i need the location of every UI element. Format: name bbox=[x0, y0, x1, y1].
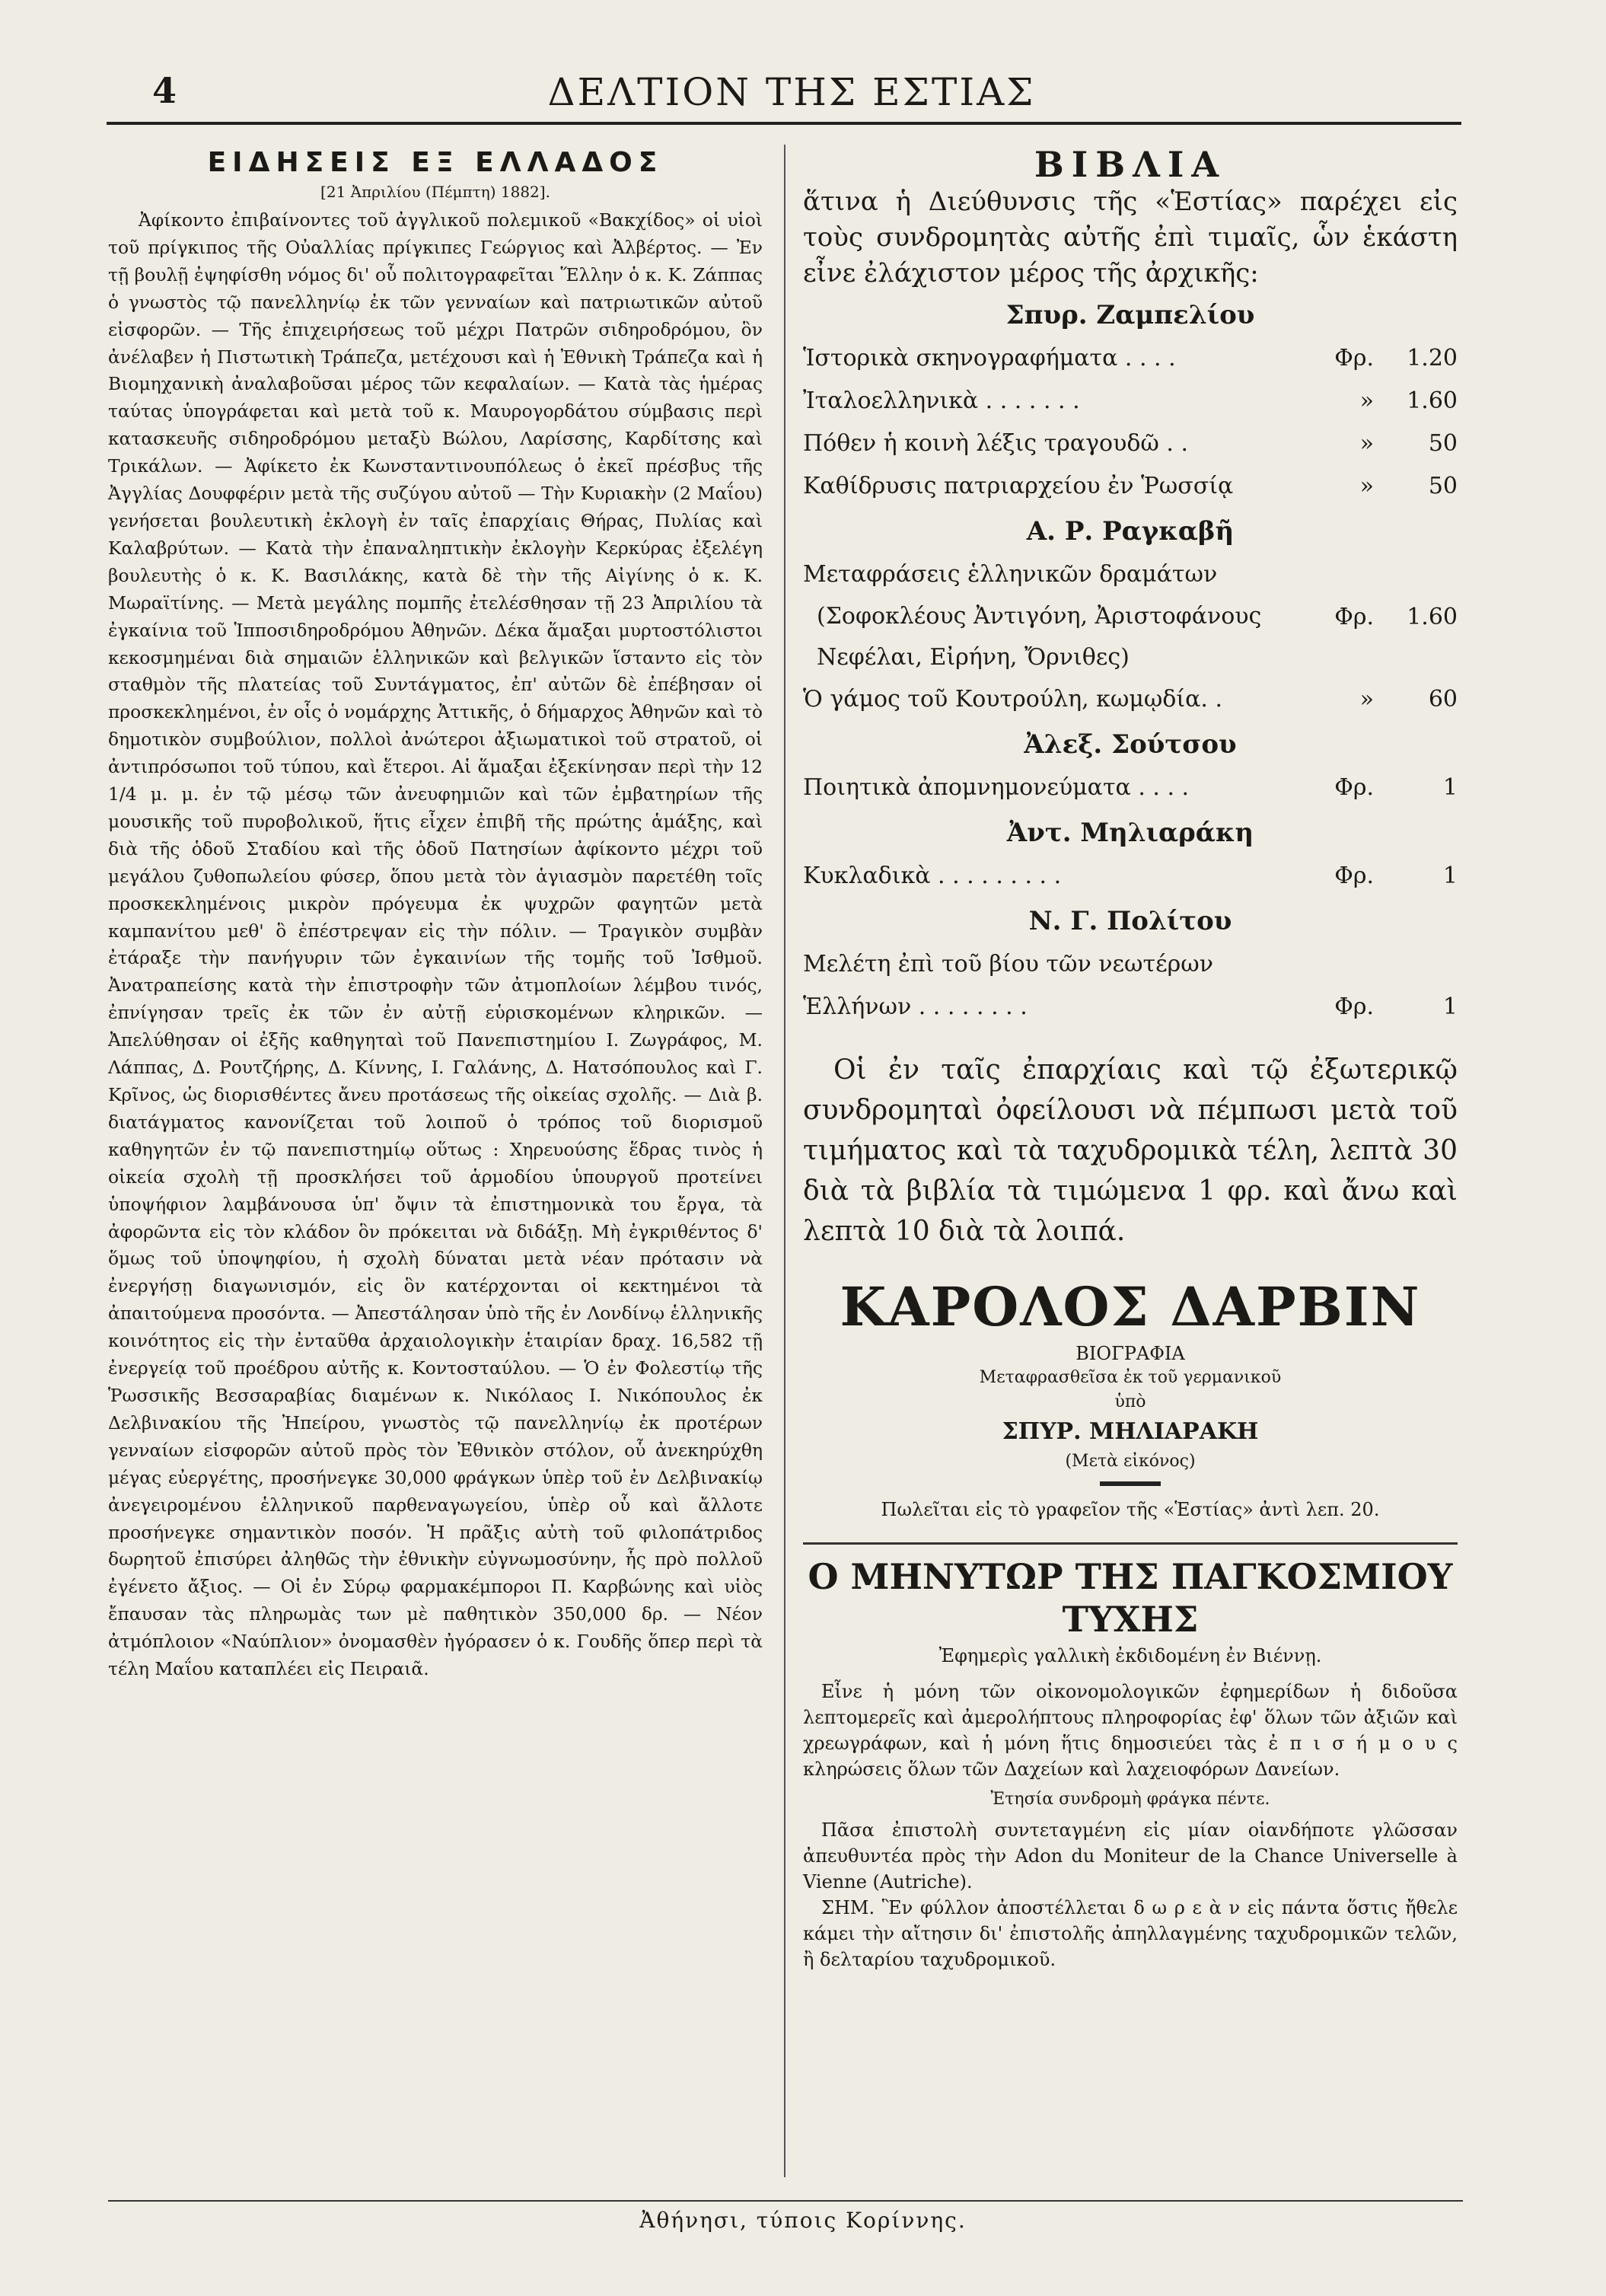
column-divider bbox=[784, 145, 785, 2177]
author-heading: Α. Ρ. Ραγκαβῆ bbox=[1026, 516, 1235, 547]
book-group bbox=[803, 905, 1458, 1028]
book-price bbox=[1374, 553, 1458, 596]
imprint: Ἀθήνησι, τύποις Κορίννης. bbox=[639, 2208, 967, 2233]
masthead: ΔΕΛΤΙΟΝ ΤΗΣ ΕΣΤΙΑΣ bbox=[547, 70, 1036, 114]
book-price: 1 bbox=[1442, 774, 1458, 801]
author-heading: Ν. Γ. Πολίτου bbox=[1028, 906, 1232, 936]
footer-rule bbox=[108, 2200, 1463, 2202]
ads-column bbox=[803, 145, 1458, 1972]
author-heading: Ἀλεξ. Σούτσου bbox=[1024, 729, 1237, 760]
book-currency: Φρ. bbox=[1334, 993, 1374, 1020]
book-title: Ποιητικὰ ἀπομνημονεύματα . . . . bbox=[803, 774, 1190, 801]
book-entry bbox=[803, 986, 1458, 1028]
book-title: Κυκλαδικὰ . . . . . . . . . bbox=[803, 863, 1062, 889]
book-entry bbox=[803, 465, 1458, 508]
book-title: Ἑλλήνων . . . . . . . . bbox=[803, 993, 1028, 1020]
header-rule bbox=[107, 122, 1461, 125]
news-date: [21 Ἀπριλίου (Πέμπτη) 1882]. bbox=[320, 183, 550, 201]
book-entry bbox=[803, 423, 1458, 465]
book-entry bbox=[803, 596, 1458, 678]
book-title: Ἱστορικὰ σκηνογραφήματα . . . . bbox=[803, 345, 1176, 372]
book-price: 50 bbox=[1428, 430, 1458, 457]
darwin-by: ὑπὸ bbox=[1114, 1392, 1146, 1411]
book-currency: » bbox=[1359, 387, 1374, 414]
postage-notice: Οἱ ἐν ταῖς ἐπαρχίαις καὶ τῷ ἐξωτερικῷ συνδρομηταὶ ὀφείλουσι νὰ πέμπωσι μετὰ τοῦ τιμήματος καὶ τὰ ταχυδρομικὰ τέλη, λεπτὰ 30 διὰ τὰ βιβλία τὰ τιμώμενα 1 φρ. καὶ ἄνω καὶ λεπτὰ 10 διὰ τὰ λοιπά. bbox=[803, 1054, 1458, 1247]
book-currency: » bbox=[1359, 686, 1374, 713]
darwin-advert bbox=[803, 1273, 1458, 1523]
book-currency: Φρ. bbox=[1334, 604, 1374, 630]
book-currency: » bbox=[1359, 430, 1374, 457]
book-group bbox=[803, 817, 1458, 898]
book-currency bbox=[1321, 553, 1374, 596]
book-currency: Φρ. bbox=[1334, 774, 1374, 801]
book-title: Ὁ γάμος τοῦ Κουτρούλη, κωμῳδία. . bbox=[803, 686, 1223, 713]
darwin-subtitle: ΒΙΟΓΡΑΦΙΑ bbox=[1075, 1343, 1185, 1364]
book-group bbox=[803, 515, 1458, 721]
page-number: 4 bbox=[152, 70, 177, 111]
book-price: 1.60 bbox=[1407, 604, 1458, 630]
moniteur-note: ΣΗΜ. Ἓν φύλλον ἀποστέλλεται δ ω ρ ε ὰ ν εἰς πάντα ὅστις ἤθελε κάμει τὴν αἴτησιν δι' ἐπιστολῆς ἀπηλλαγμένης ταχυδρομικῶν τελῶν, ἢ δελταρίου ταχυδρομικοῦ. bbox=[803, 1897, 1458, 1970]
darwin-sale: Πωλεῖται εἰς τὸ γραφεῖον τῆς «Ἑστίας» ἀντὶ λεπ. 20. bbox=[881, 1499, 1380, 1520]
book-title: Ἰταλοελληνικὰ . . . . . . . bbox=[803, 387, 1080, 414]
book-entry bbox=[803, 855, 1458, 898]
book-price: 1 bbox=[1442, 863, 1458, 889]
book-price: 60 bbox=[1428, 686, 1458, 713]
book-entry bbox=[803, 943, 1458, 986]
news-column bbox=[108, 145, 763, 1683]
author-heading: Ἀντ. Μηλιαράκη bbox=[1006, 818, 1254, 848]
book-price: 1.60 bbox=[1407, 387, 1458, 414]
darwin-title: ΚΑΡΟΛΟΣ ΔΑΡΒΙΝ bbox=[840, 1275, 1421, 1338]
book-title: Μεταφράσεις ἑλληνικῶν δραμάτων bbox=[803, 561, 1218, 588]
book-entry bbox=[803, 553, 1458, 596]
darwin-with-image: (Μετὰ εἰκόνος) bbox=[1065, 1452, 1196, 1471]
author-heading: Σπυρ. Ζαμπελίου bbox=[1005, 300, 1255, 330]
book-entry bbox=[803, 380, 1458, 423]
book-entry bbox=[803, 767, 1458, 809]
book-title: Πόθεν ἡ κοινὴ λέξις τραγουδῶ . . bbox=[803, 430, 1189, 457]
book-entry bbox=[803, 337, 1458, 380]
news-body: Ἀφίκοντο ἐπιβαίνοντες τοῦ ἀγγλικοῦ πολεμικοῦ «Βακχίδος» οἱ υἱοὶ τοῦ πρίγκιπος τῆς Οὐαλλίας πρίγκιπες Γεώργιος καὶ Ἀλβέρτος. — Ἐν τῇ βουλῇ ἐψηφίσθη νόμος δι' οὗ πολιτογραφεῖται Ἕλλην ὁ κ. Κ. Ζάππας ὁ γνωστὸς τῷ πανελληνίῳ ἐκ τῶν γενναίων καὶ πατριωτικῶν αὐτοῦ εἰσφορῶν. — Τῆς ἐπιχειρήσεως τοῦ μέχρι Πατρῶν σιδηροδρόμου, ὃν ἀνέλαβεν ἡ Πιστωτικὴ Τράπεζα, μετέχουσι καὶ ἡ Ἐθνικὴ Τράπεζα καὶ ἡ Βιομηχανικὴ ἀναλαβοῦσαι μέρος τῶν κεφαλαίων. — Κατὰ τὰς ἡμέρας ταύτας ὑπογράφεται καὶ μετὰ τοῦ κ. Μαυρογορδάτου σύμβασις περὶ κατασκευῆς σιδηροδρόμου μεταξὺ Βώλου, Λαρίσσης, Καρδίτσης καὶ Τρικάλων. — Ἀφίκετο ἐκ Κωνσταντινουπόλεως ὁ ἐκεῖ πρέσβυς τῆς Ἀγγλίας Δουφφέριν μετὰ τῆς συζύγου αὐτοῦ — Τὴν Κυριακὴν (2 Μαΐου) γενήσεται βουλευτικὴ ἐκλογὴ ἐν ταῖς ἐπαρχίαις Θήρας, Πυλίας καὶ Καλαβρύτων. — Κατὰ τὴν ἐπαναληπτικὴν ἐκλογὴν Κερκύρας ἐξελέγη βουλευτὴς ὁ κ. Κ. Βασιλάκης, κατὰ δὲ τὴν τῆς Αἰγίνης ὁ κ. Κ. Μωραϊτίνης. — Μετὰ μεγάλης πομπῆς ἐτελέσθησαν τῇ 23 Ἀπριλίου τὰ ἐγκαίνια τοῦ Ἱπποσιδηροδρόμου Ἀθηνῶν. Δέκα ἅμαξαι μυρτοστόλιστοι κεκοσμημέναι διὰ σημαιῶν ἑλληνικῶν καὶ βελγικῶν ἵσταντο εἰς τὸν σταθμὸν τῆς πλατείας τοῦ Συντάγματος, ἐπ' αὐτῶν δὲ ἐπέβησαν οἱ προσκεκλημένοι, ἐν οἷς ὁ νομάρχης Ἀττικῆς, ὁ δήμαρχος Ἀθηνῶν καὶ τὸ δημοτικὸν συμβούλιον, πολλοὶ ἀνώτεροι ἀξιωματικοὶ τοῦ στρατοῦ, οἱ ἀντιπρόσωποι τοῦ τύπου, καὶ ἕτεροι. Αἱ ἅμαξαι ἐξεκίνησαν περὶ τὴν 12 1/4 μ. μ. ἐν τῷ μέσῳ τῶν ἀνευφημιῶν καὶ τῶν ἐμβατηρίων τῆς μουσικῆς τοῦ πυροβολικοῦ, ἥτις εἶχεν ἐπιβῆ τῆς πρώτης ἁμάξης, καὶ διὰ τῆς ὁδοῦ Σταδίου καὶ τῆς ὁδοῦ Πατησίων ἀφίκοντο μέχρι τοῦ μεγάλου ζυθοπωλείου φύσερ, ὅπου μετὰ τὸν ἁγιασμὸν παρετέθη τοῖς προσκεκλημένοις μικρὸν πρόγευμα ἐκ ψυχρῶν φαγητῶν μετὰ καμπανίτου μεθ' ὃ ἐπέστρεψαν εἰς τὴν πόλιν. — Τραγικὸν συμβὰν ἐτάραξε τὴν πανήγυριν τῶν ἐγκαινίων τῆς τομῆς τοῦ Ἰσθμοῦ. Ἀνατραπείσης κατὰ τὴν ἐπιστροφὴν τῶν ἀτμοπλοίων λέμβου τινός, ἐπνίγησαν τρεῖς ἐκ τῶν ἐν αὐτῇ εὑρισκομένων κληρικῶν. — Ἀπελύθησαν οἱ ἐξῆς καθηγηταὶ τοῦ Πανεπιστημίου Ι. Ζωγράφος, Μ. Λάππας, Δ. Ρουτζήρης, Δ. Κίννης, Ι. Γαλάνης, Δ. Ηατσόπουλος καὶ Γ. Κρῖνος, ὡς διορισθέντες ἄνευ προτάσεως τῆς οἰκείας σχολῆς. — Διὰ β. διατάγματος κανονίζεται τοῦ λοιποῦ ὁ τρόπος τοῦ διορισμοῦ καθηγητῶν ἐν τῷ πανεπιστημίῳ οὕτως : Χηρευούσης ἕδρας τινὸς ἡ οἰκεία σχολὴ τῇ προσκλήσει τοῦ ἁρμοδίου ὑπουργοῦ προτείνει ὑποψήφιον λαμβάνουσα ὑπ' ὄψιν τὰ ἐπιστημονικὰ του ἔργα, τὰ ἀφορῶντα εἰς τὸν κλάδον ὃν πρόκειται νὰ διδάξῃ. Μὴ ἐγκριθέντος δ' ὅμως τοῦ ὑποψηφίου, ἡ σχολὴ δύναται μετὰ νέαν πρότασιν νὰ ἐνεργήσῃ διαγωνισμόν, εἰς ὃν κατέρχονται οἱ κεκτημένοι τὰ ἀπαιτούμενα προσόντα. — Ἀπεστάλησαν ὑπὸ τῆς ἐν Λονδίνῳ ἑλληνικῆς κοινότητος εἰς τὴν ἐνταῦθα ἀρχαιολογικὴν ἑταιρίαν δραχ. 16,582 τῇ ἐνεργείᾳ τοῦ προέδρου αὐτῆς κ. Κοντοσταύλου. — Ὁ ἐν Φολεστίῳ τῆς Ῥωσσικῆς Βεσσαραβίας διαμένων κ. Νικόλαος Ι. Νικόπουλος ἐκ Δελβινακίου τῆς Ἠπείρου, γνωστὸς τῷ πανελληνίῳ ἐκ προτέρων γενναίων εἰσφορῶν αὐτοῦ πρὸς τὸν Ἐθνικὸν στόλον, οὗ ἀνεκηρύχθη μέγας εὐεργέτης, προσήνεγκε 30,000 φράγκων ὑπὲρ τοῦ ἐν Δελβινακίῳ ἀνεγειρομένου ἑλληνικοῦ παρθεναγωγείου, ὑπὲρ οὗ καὶ ἄλλοτε προσήνεγκε σημαντικὸν ποσόν. Ἡ πρᾶξις αὐτὴ τοῦ φιλοπάτριδος δωρητοῦ ἐπισύρει ἀληθῶς τὴν ἐθνικὴν εὐγνωμοσύνην, ἧς πρὸ πολλοῦ ἐγένετο ἄξιος. — Οἱ ἐν Σύρῳ φαρμακέμποροι Π. Καρβώνης καὶ υἱὸς ἔπαυσαν τὰς πληρωμὰς των μὲ παθητικὸν 350,000 δρ. — Νέον ἀτμόπλοιον «Ναύπλιον» ὀνομασθὲν ἠγόρασεν ὁ κ. Γουδῆς ὅπερ περὶ τὰ τέλη Μαΐου καταπλέει εἰς Πειραιᾶ. bbox=[108, 209, 763, 1680]
book-title: (Σοφοκλέους Ἀντιγόνη, Ἀριστοφάνους Νεφέλαι, Εἰρήνη, Ὄρνιθες) bbox=[817, 603, 1262, 671]
book-title: Μελέτη ἐπὶ τοῦ βίου τῶν νεωτέρων bbox=[803, 951, 1213, 977]
book-price: 1.20 bbox=[1407, 345, 1458, 372]
moniteur-advert bbox=[803, 1542, 1458, 1972]
moniteur-subscription: Ἐτησία συνδρομὴ φράγκα πέντε. bbox=[990, 1790, 1270, 1809]
moniteur-subtitle: Ἐφημερὶς γαλλικὴ ἐκδιδομένη ἐν Βιέννῃ. bbox=[938, 1645, 1322, 1666]
book-entry bbox=[803, 678, 1458, 721]
book-currency: Φρ. bbox=[1334, 345, 1374, 372]
book-currency bbox=[1321, 943, 1374, 986]
darwin-translated: Μεταφρασθεῖσα ἐκ τοῦ γερμανικοῦ bbox=[979, 1368, 1282, 1387]
book-group bbox=[803, 729, 1458, 809]
books-intro: ἅτινα ἡ Διεύθυνσις τῆς «Ἑστίας» παρέχει εἰς τοὺς συνδρομητὰς αὐτῆς ἐπὶ τιμαῖς, ὧν ἑκάστη εἶνε ἐλάχιστον μέρος τῆς ἀρχικῆς: bbox=[803, 187, 1458, 289]
book-currency: Φρ. bbox=[1334, 863, 1374, 889]
darwin-translator: ΣΠΥΡ. ΜΗΛΙΑΡΑΚΗ bbox=[1002, 1418, 1259, 1445]
book-price: 50 bbox=[1428, 473, 1458, 499]
moniteur-title: Ο ΜΗΝΥΤΩΡ ΤΗΣ ΠΑΓΚΟΣΜΙΟΥ ΤΥΧΗΣ bbox=[803, 1542, 1458, 1641]
book-currency: » bbox=[1359, 473, 1374, 499]
moniteur-description: Εἶνε ἡ μόνη τῶν οἰκονομολογικῶν ἐφημερίδων ἡ διδοῦσα λεπτομερεῖς καὶ ἀμερολήπτους πληροφορίας ἐφ' ὅλων τῶν ἀξιῶν καὶ χρεωγράφων, καὶ ἡ μόνη ἥτις δημοσιεύει τὰς ἐ π ι σ ή μ ο υ ς κληρώσεις ὅλων τῶν Δαχείων καὶ λαχειοφόρων Δανείων. bbox=[803, 1681, 1458, 1780]
book-title: Καθίδρυσις πατριαρχείου ἐν Ῥωσσίᾳ bbox=[803, 473, 1234, 499]
book-price: 1 bbox=[1442, 993, 1458, 1020]
books-title: ΒΙΒΛΙΑ bbox=[1034, 144, 1227, 185]
separator-dash bbox=[1100, 1481, 1161, 1486]
moniteur-address: Πᾶσα ἐπιστολὴ συντεταγμένη εἰς μίαν οἱανδήποτε γλῶσσαν ἀπευθυντέα πρὸς τὴν Adon du Moniteur de la Chance Universelle à Vienne (Autriche). bbox=[803, 1819, 1458, 1893]
book-group bbox=[803, 299, 1458, 508]
book-price bbox=[1374, 943, 1458, 986]
news-title: ΕΙΔΗΣΕΙΣ ΕΞ ΕΛΛΑΔΟΣ bbox=[207, 147, 664, 178]
